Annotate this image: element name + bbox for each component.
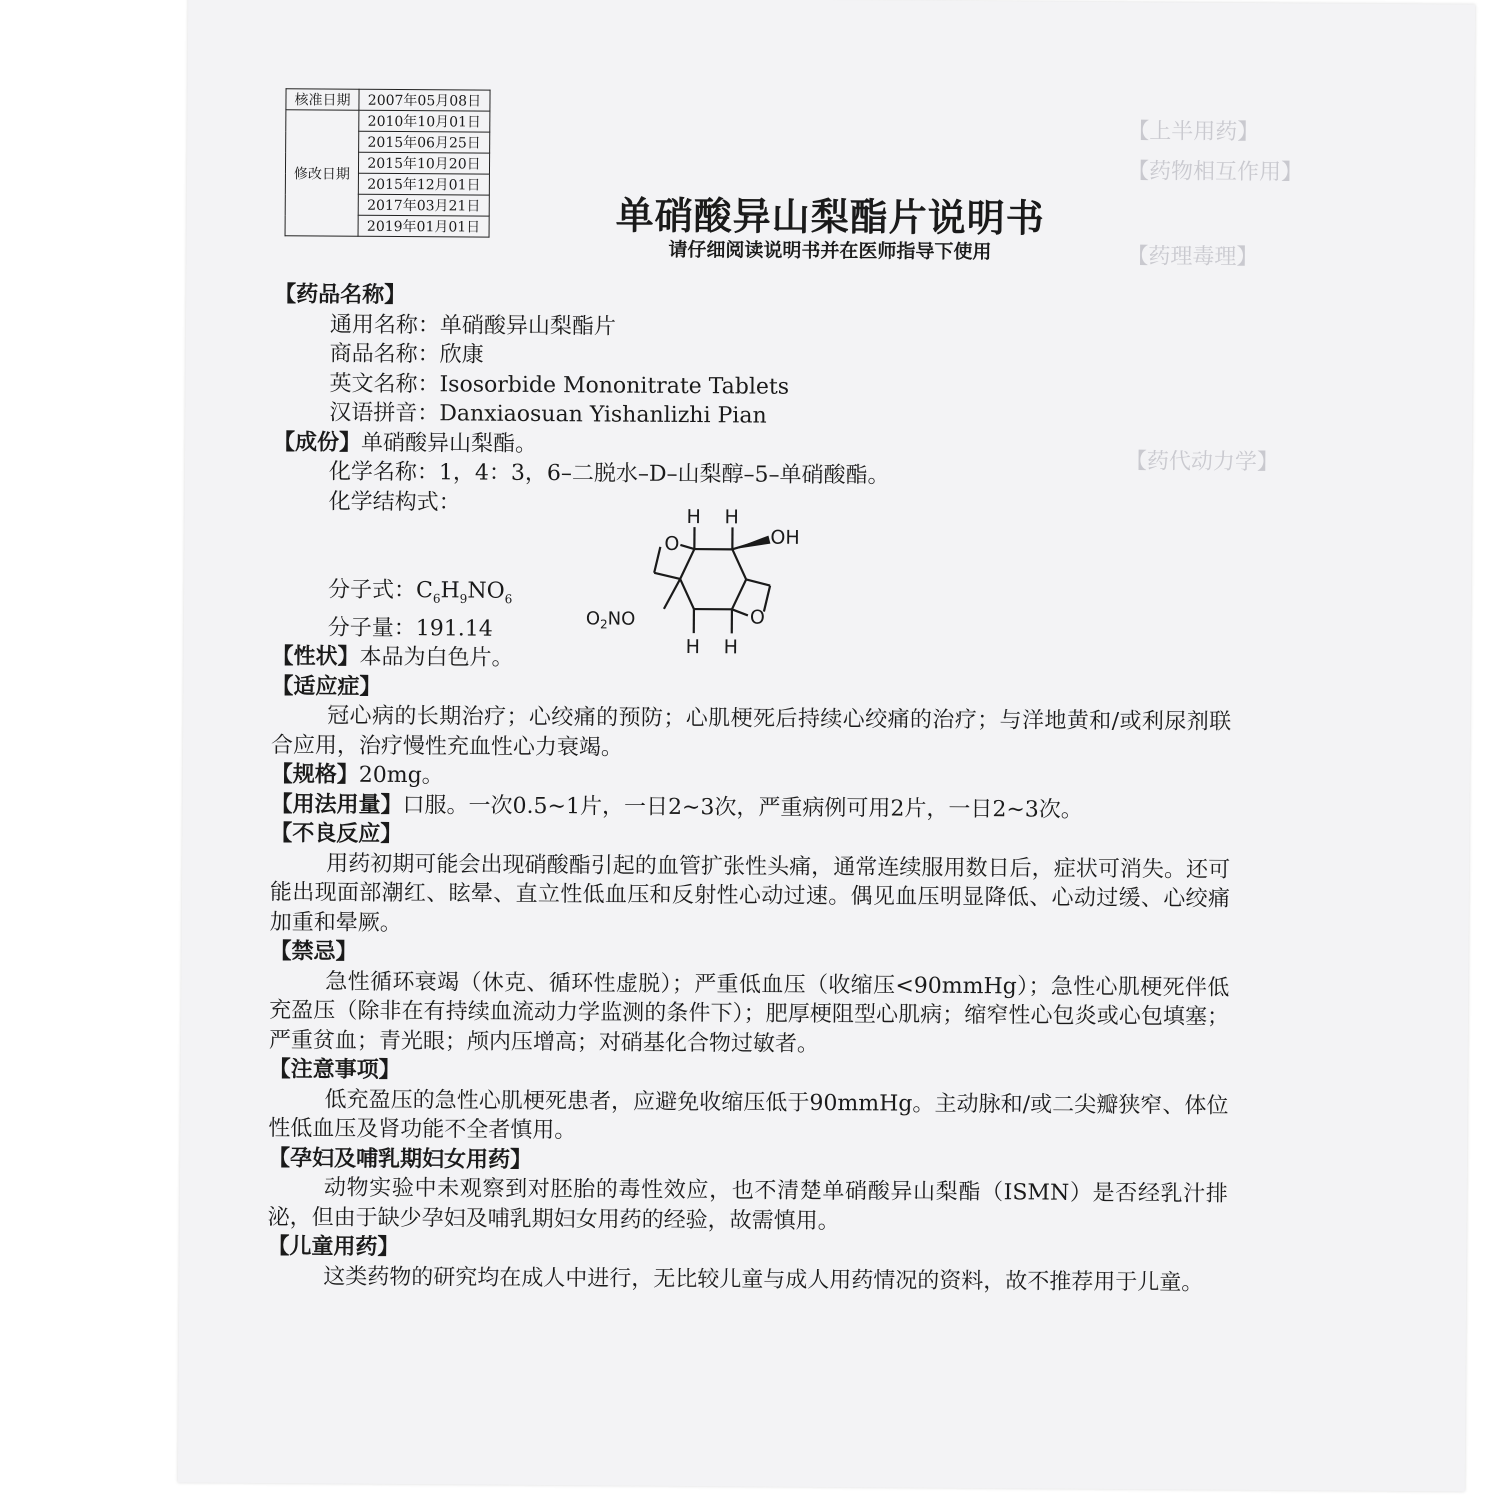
- revision-date: 2015年10月20日: [358, 152, 489, 174]
- section-heading-contraindications: 【禁忌】: [269, 939, 358, 966]
- chemical-name: 1，4：3，6–二脱水–D–山梨醇–5–单硝酸酯。: [438, 460, 890, 489]
- character-text: 本品为白色片。: [359, 645, 514, 672]
- show-through-text: 【药代动力学】: [1124, 449, 1280, 476]
- approval-date-label: 核准日期: [286, 89, 359, 111]
- molecular-weight: 191.14: [415, 616, 493, 642]
- pinyin-name-label: 汉语拼音：: [329, 400, 440, 427]
- adverse-text: 用药初期可能会出现硝酸酯引起的血管扩张性头痛，通常连续服用数日后，症状可消失。还可能出现面部潮红、眩晕、直立性低血压和反射性心动过速。偶见血压明显降低、心动过缓、心绞痛加重和晕厥。: [269, 851, 1231, 936]
- hydrogen-label: H: [685, 636, 701, 659]
- section-heading-specification: 【规格】: [270, 762, 359, 789]
- leaflet-page: [178, 0, 1475, 1491]
- english-name-label: 英文名称：: [329, 371, 440, 397]
- pinyin-name: Danxiaosuan Yishanlizhi Pian: [439, 401, 767, 429]
- contraindications-text: 急性循环衰竭（休克、循环性虚脱）；严重低血压（收缩压<90mmHg）；急性心肌梗死伴低充盈压（除非在有持续血流动力学监测的条件下）；肥厚梗阻型心肌病；缩窄性心包炎或心包填塞；严重贫血；青光眼；颅内压增高；对硝基化合物过敏者。: [268, 969, 1230, 1057]
- hydrogen-label: H: [723, 636, 739, 659]
- formula-label: 分子式：: [327, 577, 417, 604]
- section-heading-adverse: 【不良反应】: [270, 821, 403, 848]
- dosage-text: 口服。一次0.5~1片，一日2~3次，严重病例可用2片，一日2~3次。: [402, 792, 1083, 823]
- approval-date: 2007年05月08日: [359, 89, 490, 111]
- specification-text: 20mg。: [358, 763, 444, 789]
- section-heading-character: 【性状】: [271, 644, 360, 671]
- pregnancy-text: 动物实验中未观察到对胚胎的毒性效应，也不清楚单硝酸异山梨酯（ISMN）是否经乳汁排泌，但由于缺少孕妇及哺乳期妇女用药的经验，故需慎用。: [267, 1175, 1228, 1234]
- revision-date: 2015年12月01日: [358, 173, 489, 195]
- section-heading-indications: 【适应症】: [271, 674, 382, 700]
- leaflet-body: [267, 280, 1234, 1298]
- section-heading-composition: 【成份】: [273, 429, 362, 456]
- revision-date: 2010年10月01日: [359, 110, 490, 132]
- section-heading-pediatric: 【儿童用药】: [267, 1234, 400, 1261]
- show-through-text: 【上半用药】: [1127, 119, 1260, 146]
- section-heading-drug-name: 【药品名称】: [274, 282, 407, 309]
- structure-label: 化学结构式：: [328, 489, 461, 515]
- precautions-text: 低充盈压的急性心肌梗死患者，应避免收缩压低于90mmHg。主动脉和/或二尖瓣狭窄、体位性低血压及肾功能不全者慎用。: [268, 1087, 1229, 1144]
- hydroxyl-label: OH: [770, 526, 800, 549]
- wedge-bond: [732, 535, 770, 549]
- nitrate-group-label: $O_2NO$: [585, 608, 636, 632]
- section-heading-precautions: 【注意事项】: [268, 1057, 401, 1084]
- show-through-text: 【药理毒理】: [1126, 244, 1259, 271]
- composition-text: 单硝酸异山梨酯。: [361, 430, 538, 457]
- indications-text: 冠心病的长期治疗；心绞痛的预防；心肌梗死后持续心绞痛的治疗；与洋地黄和/或利尿剂联合应用，治疗慢性充血性心力衰竭。: [270, 703, 1232, 761]
- pediatric-text: 这类药物的研究均在成人中进行，无比较儿童与成人用药情况的资料，故不推荐用于儿童。: [323, 1264, 1204, 1296]
- generic-name: 单硝酸异山梨酯片: [439, 312, 617, 340]
- section-heading-pregnancy: 【孕妇及哺乳期妇女用药】: [268, 1146, 533, 1173]
- english-name: Isosorbide Mononitrate Tablets: [439, 371, 790, 400]
- section-heading-dosage: 【用法用量】: [270, 792, 403, 818]
- molecular-formula: $C_6H_9NO_6$: [415, 578, 513, 607]
- hydrogen-label: H: [686, 506, 701, 529]
- generic-name-label: 通用名称：: [329, 312, 441, 338]
- revision-date-label: 修改日期: [285, 110, 359, 237]
- document-subtitle: 请仔细阅读说明书并在医师指导下使用: [668, 238, 992, 264]
- ring-oxygen-label: O: [749, 606, 765, 629]
- revision-date: 2019年01月01日: [358, 215, 489, 237]
- show-through-text: 【药物相互作用】: [1126, 159, 1304, 186]
- trade-name-label: 商品名称：: [329, 341, 440, 368]
- chemical-name-label: 化学名称：: [328, 459, 439, 486]
- chemical-structure-diagram: [584, 496, 865, 668]
- trade-name: 欣康: [439, 342, 484, 368]
- ring-oxygen-label: O: [664, 532, 680, 555]
- revision-date: 2015年06月25日: [359, 131, 490, 153]
- revision-date: 2017年03月21日: [358, 194, 489, 216]
- document-title: 单硝酸异山梨酯片说明书: [615, 193, 1045, 241]
- hydrogen-label: H: [724, 506, 739, 529]
- molecular-weight-label: 分子量：: [327, 615, 416, 642]
